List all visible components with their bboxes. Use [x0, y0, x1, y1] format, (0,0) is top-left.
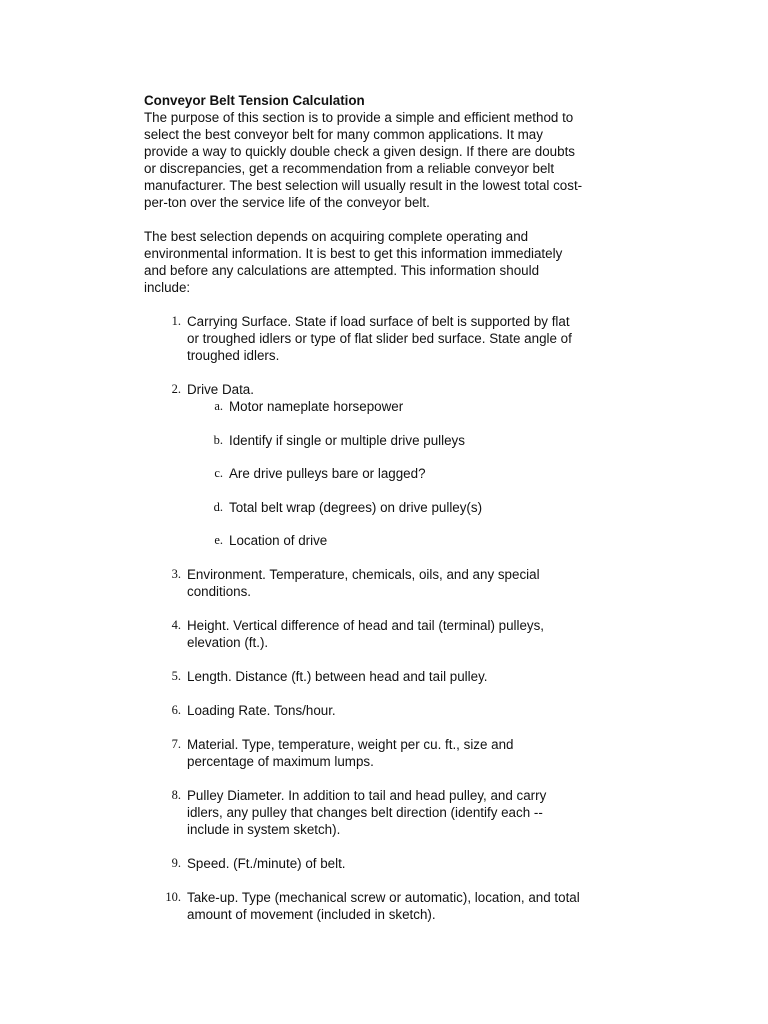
list-item [144, 668, 584, 685]
list-item-text: Environment. Temperature, chemicals, oils, and any special conditions. [187, 567, 540, 599]
list-item [144, 313, 584, 364]
sublist-item-text: Are drive pulleys bare or lagged? [229, 466, 426, 481]
list-item-number: 10. [165, 890, 181, 904]
list-item [144, 889, 584, 923]
sublist-item-letter: b. [213, 432, 223, 447]
sublist-item [187, 432, 584, 449]
list-item-text: Loading Rate. Tons/hour. [187, 703, 336, 718]
sublist-item-letter: d. [213, 499, 223, 514]
spacer [144, 211, 584, 228]
list-item-text: Drive Data. [187, 382, 254, 397]
list-item-number: 1. [171, 314, 181, 328]
sublist-item-text: Identify if single or multiple drive pulleys [229, 432, 465, 448]
list-item [144, 736, 584, 770]
list-item-text: Pulley Diameter. In addition to tail and head pulley, and carry idlers, any pulley that changes belt direction (identify each -- include in system sketch). [187, 788, 547, 837]
list-item-number: 2. [171, 382, 181, 396]
intro-paragraph: The purpose of this section is to provide a simple and efficient method to select the best conveyor belt for many common applications. It may provide a way to quickly double check a given design. If there are doubts or discrepancies, get a recommendation from a reliable conveyor belt manufacturer. The best selection will usually result in the lowest total cost-per-ton over the service life of the conveyor belt. [144, 110, 583, 210]
drive-data-sublist [187, 398, 584, 549]
information-list [144, 313, 584, 923]
list-item-number: 3. [171, 567, 181, 581]
list-item-number: 5. [171, 669, 181, 683]
list-item-text: Material. Type, temperature, weight per cu. ft., size and percentage of maximum lumps. [187, 737, 514, 769]
sublist-item [187, 465, 584, 482]
list-item-text: Carrying Surface. State if load surface of belt is supported by flat or troughed idlers or type of flat slider bed surface. State angle of troughed idlers. [187, 314, 572, 363]
list-item [144, 617, 584, 651]
list-item [144, 381, 584, 549]
list-item [144, 702, 584, 719]
list-item-text: Speed. (Ft./minute) of belt. [187, 856, 346, 871]
list-item [144, 855, 584, 872]
sublist-item-letter: e. [214, 533, 223, 547]
sublist-item [187, 532, 584, 549]
list-item-text: Take-up. Type (mechanical screw or automatic), location, and total amount of movement (included in sketch). [187, 890, 580, 922]
list-item [144, 787, 584, 838]
spacer [144, 296, 584, 313]
sublist-item-text: Motor nameplate horsepower [229, 399, 404, 414]
list-item-text: Height. Vertical difference of head and tail (terminal) pulleys, elevation (ft.). [187, 618, 545, 650]
list-item [144, 566, 584, 600]
list-item-text: Length. Distance (ft.) between head and tail pulley. [187, 669, 488, 684]
sublist-item [187, 398, 584, 415]
sublist-item-letter: c. [214, 466, 223, 480]
document-title: Conveyor Belt Tension Calculation [144, 93, 365, 108]
sublist-item-text: Total belt wrap (degrees) on drive pulley(s) [229, 499, 483, 515]
sublist-item-letter: a. [214, 399, 223, 413]
selection-paragraph: The best selection depends on acquiring complete operating and environmental information. It is best to get this information immediately and before any calculations are attempted. This information should include: [144, 229, 563, 295]
document-body [144, 92, 584, 923]
list-item-number: 8. [171, 788, 181, 802]
list-item-number: 9. [171, 856, 181, 870]
sublist-item [187, 499, 584, 516]
list-item-number: 4. [171, 618, 181, 632]
list-item-number: 6. [171, 703, 181, 717]
list-item-number: 7. [171, 737, 181, 751]
sublist-item-text: Location of drive [229, 533, 328, 548]
